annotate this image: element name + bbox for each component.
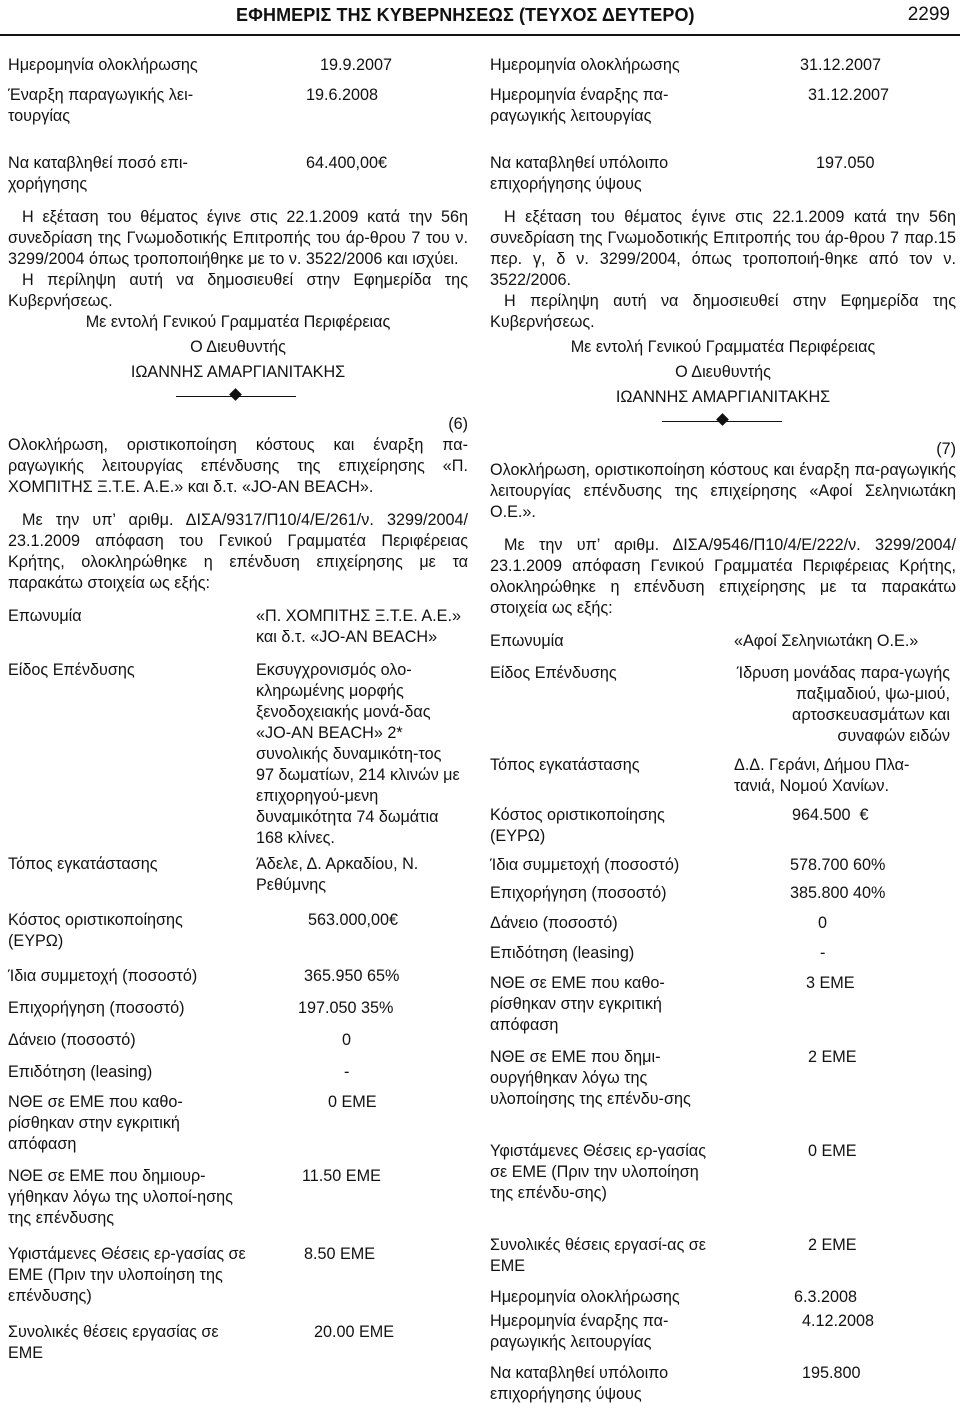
row-label: Ίδια συμμετοχή (ποσοστό) — [490, 856, 680, 874]
table-row — [8, 85, 468, 133]
table-row — [490, 1363, 956, 1411]
row-value: 0 ΕΜΕ — [808, 1142, 857, 1160]
row-value: Άδελε, Δ. Αρκαδίου, Ν. Ρεθύμνης — [256, 855, 419, 894]
table-row — [8, 1244, 468, 1322]
row-value: 2 ΕΜΕ — [808, 1236, 857, 1254]
row-label: Επιδότηση (leasing) — [490, 944, 635, 962]
table-row — [490, 1141, 956, 1235]
section-separator — [490, 411, 956, 433]
row-value: 964.500 € — [792, 806, 869, 824]
section-separator — [8, 386, 468, 408]
signature-title: Ο Διευθυντής — [675, 363, 771, 381]
row-label: Να καταβληθεί ποσό επι- χορήγησης — [8, 154, 188, 193]
row-value: - — [820, 944, 826, 962]
investment-table — [8, 606, 468, 1366]
table-row — [8, 153, 468, 197]
row-value: 563.000,00€ — [308, 911, 399, 929]
gazette-title: ΕΦΗΜΕΡΙΣ ΤΗΣ ΚΥΒΕΡΝΗΣΕΩΣ (ΤΕΥΧΟΣ ΔΕΥΤΕΡΟ) — [236, 5, 695, 25]
row-label: Είδος Επένδυσης — [8, 661, 135, 679]
header-rule — [0, 34, 960, 36]
row-value: 6.3.2008 — [794, 1288, 858, 1306]
table-row — [490, 1047, 956, 1141]
euro-sign: € — [389, 911, 399, 929]
row-label: Είδος Επένδυσης — [490, 664, 617, 682]
row-label: Ημερομηνία ολοκλήρωσης — [490, 56, 680, 74]
row-value: 31.12.2007 — [800, 56, 882, 74]
table-row — [8, 606, 468, 648]
paragraph: Η εξέταση του θέματος έγινε στις 22.1.2009 κατά την 56η συνεδρίαση της Γνωμοδοτικής Επιτροπής του άρ-θρου 7 του ν. 3299/2004 όπως τροποποιήθηκε με το ν. 3522/2006 και ισχύει. — [8, 208, 468, 268]
section-heading: Ολοκλήρωση, οριστικοποίηση κόστους και έναρξη πα-ραγωγικής λειτουργίας επένδυσης της επιχείρησης «Αφοί Σεληνιωτάκη Ο.Ε.». — [490, 461, 956, 521]
table-row — [8, 1166, 468, 1244]
table-row — [490, 153, 956, 197]
row-label: Επωνυμία — [8, 607, 82, 625]
row-value: 385.800 40% — [790, 884, 886, 902]
row-value: 8.50 ΕΜΕ — [304, 1245, 376, 1263]
row-label: ΝΘΕ σε ΕΜΕ που καθο-ρίσθηκαν στην εγκριτική απόφαση — [490, 974, 665, 1034]
table-row — [8, 1030, 468, 1062]
row-value: 31.12.2007 — [808, 86, 890, 104]
page-header — [0, 0, 960, 40]
paragraph: Η περίληψη αυτή να δημοσιευθεί στην Εφημερίδα της Κυβερνήσεως. — [8, 271, 468, 310]
table-row — [490, 85, 956, 133]
table-row — [490, 1311, 956, 1363]
euro-sign: € — [378, 154, 388, 172]
top-table — [490, 55, 956, 197]
decision-text: Με την υπ’ αριθμ. ΔΙΣΑ/9317/Π10/4/Ε/261/ν. 3299/2004/ 23.1.2009 απόφαση του Γενικού Γραμματέα Περιφέρειας Κρήτης, ολοκληρώθηκε η επένδυση επιχείρησης με τα παρακάτω στοιχεία ως εξής: — [8, 511, 468, 592]
paragraph: Η εξέταση του θέματος έγινε στις 22.1.2009 κατά την 56η συνεδρίαση της Γνωμοδοτικής Επιτροπής του άρ-θρου 7 παρ.15 περ. γ, δ ν. 3299/2004, όπως τροποποιή-θηκε από τον ν. 3522/2006. — [490, 208, 956, 289]
left-column — [8, 55, 468, 1366]
table-row — [490, 943, 956, 973]
table-row — [8, 910, 468, 966]
row-value: 0 — [342, 1031, 352, 1049]
row-value: 195.800 — [802, 1364, 861, 1382]
table-row — [8, 660, 468, 854]
row-value: 578.700 60% — [790, 856, 886, 874]
row-value: 19.9.2007 — [320, 56, 393, 74]
top-table — [8, 55, 468, 197]
row-value: Εκσυγχρονισμός ολο-κληρωμένης μορφής ξενοδοχειακής μονά-δας «JO-AN BEACH» 2* συνολικής δυναμικότη-τος 97 δωματίων, 214 κλινών με επιχορηγού-μενη δυναμικότητα 74 δωμάτια 168 κλίνες. — [256, 661, 460, 847]
table-row — [490, 755, 956, 805]
row-value: 19.6.2008 — [306, 86, 379, 104]
signature-name: ΙΩΑΝΝΗΣ ΑΜΑΡΓΙΑΝΙΤΑΚΗΣ — [130, 363, 346, 381]
row-label: Επιδότηση (leasing) — [8, 1063, 153, 1081]
euro-sign: € — [859, 806, 869, 824]
row-label: Δάνειο (ποσοστό) — [8, 1031, 136, 1049]
table-row — [490, 805, 956, 855]
table-row — [490, 55, 956, 81]
signature-line: Με εντολή Γενικού Γραμματέα Περιφέρειας — [570, 338, 876, 356]
row-value: 0 ΕΜΕ — [328, 1093, 377, 1111]
row-value: «Π. ΧΟΜΠΙΤΗΣ Ξ.Τ.Ε. Α.Ε.» και δ.τ. «JO-AN BEACH» — [256, 607, 461, 646]
row-label: Τόπος εγκατάστασης — [490, 756, 640, 774]
row-value: Δ.Δ. Γεράνι, Δήμου Πλα-τανιά, Νομού Χανίων. — [734, 756, 910, 795]
investment-table — [490, 631, 956, 1411]
row-label: Τόπος εγκατάστασης — [8, 855, 158, 873]
row-label: Να καταβληθεί υπόλοιπο επιχορήγησης ύψους — [490, 1364, 669, 1403]
page-number: 2299 — [907, 4, 950, 25]
row-value: 365.950 65% — [304, 967, 400, 985]
row-value: Ίδρυση μονάδας παρα-γωγής παξιμαδιού, ψω-μιού, αρτοσκευασμάτων και συναφών ειδών — [736, 664, 950, 745]
table-row — [490, 1287, 956, 1311]
table-row — [490, 883, 956, 913]
table-row — [8, 966, 468, 998]
table-row — [8, 1322, 468, 1366]
row-label: ΝΘΕ σε ΕΜΕ που δημι-ουργήθηκαν λόγω της υλοποίησης της επένδυ-σης — [490, 1048, 691, 1108]
row-label: Επωνυμία — [490, 632, 564, 650]
row-value: 4.12.2008 — [802, 1312, 875, 1330]
row-label: ΝΘΕ σε ΕΜΕ που καθο-ρίσθηκαν στην εγκριτική απόφαση — [8, 1093, 183, 1153]
row-label: ΝΘΕ σε ΕΜΕ που δημιουρ-γήθηκαν λόγω της υλοποί-ησης της επένδυσης — [8, 1167, 233, 1227]
table-row — [8, 55, 468, 81]
table-row — [490, 663, 956, 755]
table-row — [8, 998, 468, 1030]
diamond-icon — [716, 413, 729, 426]
table-row — [490, 913, 956, 943]
row-value: 11.50 ΕΜΕ — [302, 1167, 381, 1185]
signature-line: Με εντολή Γενικού Γραμματέα Περιφέρειας — [85, 313, 391, 331]
row-label: Υφιστάμενες Θέσεις ερ-γασίας σε ΕΜΕ (Πριν την υλοποίηση της επένδυ-σης) — [490, 1142, 707, 1202]
row-label: Επιχορήγηση (ποσοστό) — [8, 999, 185, 1017]
row-label: Έναρξη παραγωγικής λει- τουργίας — [8, 86, 194, 125]
row-label: Επιχορήγηση (ποσοστό) — [490, 884, 667, 902]
row-label: Να καταβληθεί υπόλοιπο επιχορήγησης ύψους — [490, 154, 669, 193]
row-label: Κόστος οριστικοποίησης (ΕΥΡΩ) — [8, 911, 183, 950]
table-row — [8, 854, 468, 910]
row-label: Δάνειο (ποσοστό) — [490, 914, 618, 932]
paragraph: Η περίληψη αυτή να δημοσιευθεί στην Εφημερίδα της Κυβερνήσεως. — [490, 292, 956, 331]
row-label: Ημερομηνία έναρξης πα-ραγωγικής λειτουργίας — [490, 86, 669, 125]
row-label: Ημερομηνία έναρξης πα-ραγωγικής λειτουργίας — [490, 1312, 669, 1351]
section-heading: Ολοκλήρωση, οριστικοποίηση κόστους και έναρξη πα-ραγωγικής λειτουργίας επένδυσης της επιχείρησης «Π. ΧΟΜΠΙΤΗΣ Ξ.Τ.Ε. Α.Ε.» και δ.τ. «JO-AN BEACH». — [8, 436, 468, 496]
table-row — [490, 1235, 956, 1287]
row-value: 64.400,00€ — [306, 154, 388, 172]
row-value: 197.050 — [816, 154, 875, 172]
table-row — [490, 855, 956, 883]
row-label: Υφιστάμενες Θέσεις ερ-γασίας σε ΕΜΕ (Πριν την υλοποίηση της επένδυσης) — [8, 1245, 246, 1305]
row-value: 0 — [818, 914, 828, 932]
row-label: Ημερομηνία ολοκλήρωσης — [490, 1288, 680, 1306]
right-column — [490, 55, 956, 1411]
signature-title: Ο Διευθυντής — [190, 338, 286, 356]
table-row — [490, 973, 956, 1047]
decision-text: Με την υπ’ αριθμ. ΔΙΣΑ/9546/Π10/4/Ε/222/ν. 3299/2004/ 23.1.2009 απόφαση Γενικού Γραμματέα Περιφέρειας Κρήτης, ολοκληρώθηκε η επένδυση επιχείρησης με τα παρακάτω στοιχεία ως εξής: — [490, 536, 956, 617]
row-label: Κόστος οριστικοποίησης (ΕΥΡΩ) — [490, 806, 665, 845]
section-number: (7) — [936, 440, 956, 458]
signature-name: ΙΩΑΝΝΗΣ ΑΜΑΡΓΙΑΝΙΤΑΚΗΣ — [615, 388, 831, 406]
row-value: «Αφοί Σεληνιωτάκη Ο.Ε.» — [734, 632, 919, 650]
table-row — [8, 1092, 468, 1166]
diamond-icon — [229, 388, 242, 401]
row-label: Ίδια συμμετοχή (ποσοστό) — [8, 967, 198, 985]
row-value: 20.00 ΕΜΕ — [314, 1323, 395, 1341]
table-row — [490, 631, 956, 663]
row-value: 3 ΕΜΕ — [806, 974, 855, 992]
row-label: Συνολικές θέσεις εργασί-ας σε ΕΜΕ — [490, 1236, 706, 1275]
row-value: 197.050 35% — [298, 999, 394, 1017]
row-value: - — [344, 1063, 350, 1081]
row-value: 2 ΕΜΕ — [808, 1048, 857, 1066]
row-label: Ημερομηνία ολοκλήρωσης — [8, 56, 198, 74]
table-row — [8, 1062, 468, 1092]
section-number: (6) — [448, 415, 468, 433]
row-label: Συνολικές θέσεις εργασίας σε ΕΜΕ — [8, 1323, 219, 1362]
